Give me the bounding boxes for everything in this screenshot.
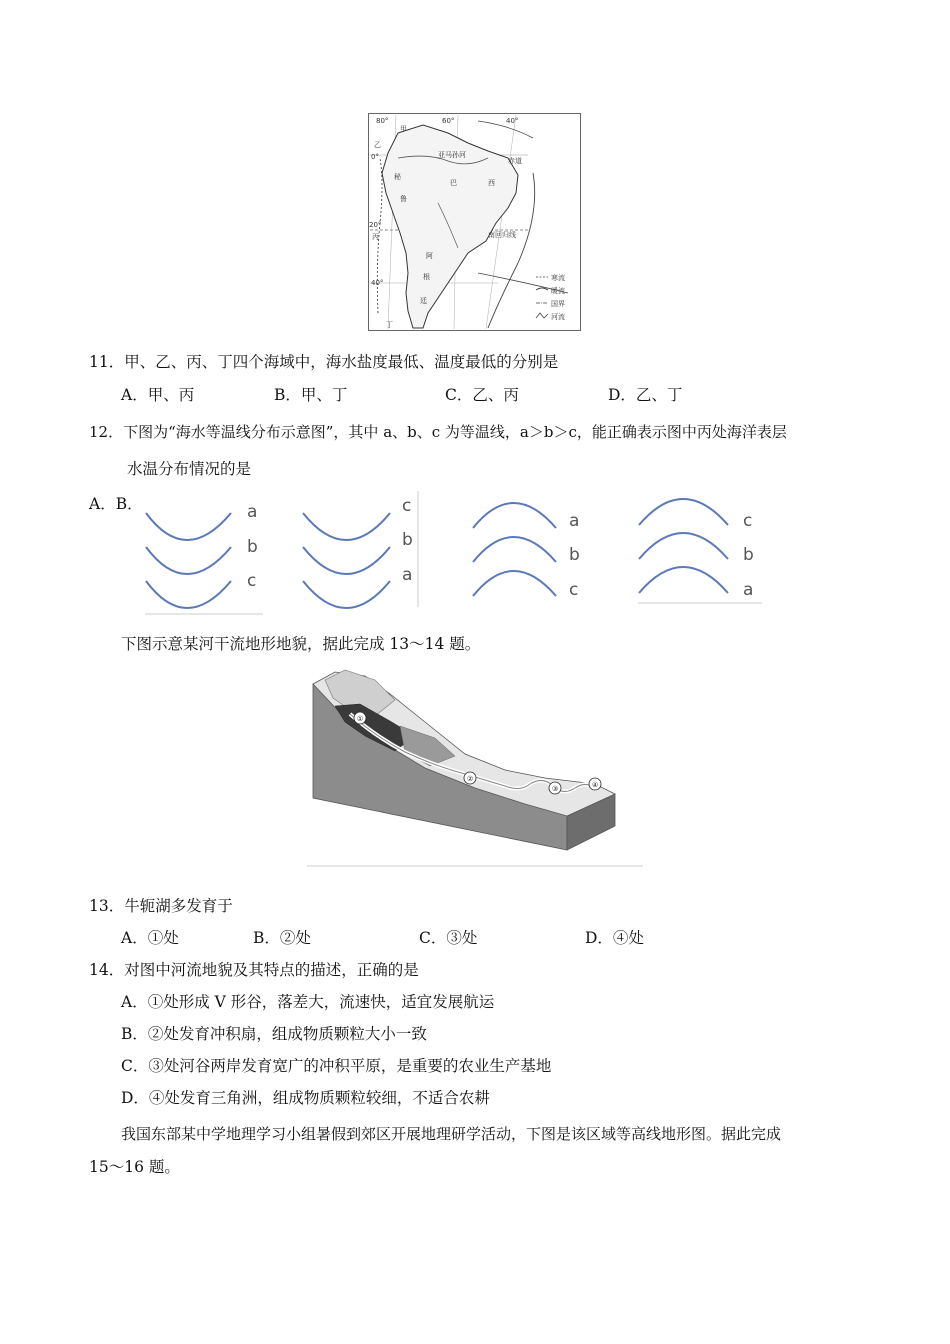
region-label: 秘 [394, 173, 401, 181]
isotherm-label: c [569, 580, 579, 600]
q11-option-d: D．乙、丁 [608, 386, 683, 404]
q12-stem-line2: 水温分布情况的是 [127, 460, 252, 478]
marker-label: ④ [592, 781, 599, 789]
q14-option-a: A．①处形成 V 形谷，落差大，流速快，适宜发展航运 [121, 993, 495, 1011]
legend-label: 河流 [551, 313, 565, 321]
q13-option-a: A．①处 [121, 929, 179, 947]
south-america-map-figure [368, 113, 583, 332]
isotherm-curve [639, 567, 728, 593]
region-label: 根 [423, 273, 430, 281]
region-label: 西 [488, 179, 495, 187]
marker-label: ③ [552, 785, 559, 793]
isotherm-curve [146, 547, 231, 574]
lon-label: 80° [376, 117, 389, 125]
lon-label: 40° [506, 117, 519, 125]
isotherm-label: c [247, 571, 257, 591]
region-label: 甲 [400, 125, 407, 133]
q14-option-d: D．④处发育三角洲，组成物质颗粒较细，不适合农耕 [121, 1089, 490, 1107]
legend-label: 暖流 [551, 287, 565, 295]
isotherm-curve [473, 571, 556, 596]
map-svg [368, 113, 583, 332]
q11-option-b: B．甲、丁 [274, 386, 348, 404]
region-label: 亚马孙河 [438, 151, 466, 159]
q14-stem: 14．对图中河流地貌及其特点的描述，正确的是 [89, 961, 419, 979]
isotherm-diagram-a [141, 497, 266, 617]
tropic-label: 南回归线 [488, 231, 516, 239]
q14-option-c: C．③处河谷两岸发育宽广的冲积平原，是重要的农业生产基地 [121, 1057, 552, 1075]
q13-option-b: B．②处 [253, 929, 311, 947]
isotherm-diagram-d [636, 487, 764, 607]
isotherm-label: a [402, 565, 413, 585]
marker-label: ① [357, 715, 364, 723]
isotherm-diagram-c [468, 492, 593, 612]
lat-label: 40° [371, 279, 384, 287]
region-label: 鲁 [400, 195, 407, 203]
isotherm-label: a [743, 580, 754, 600]
isotherm-label: b [569, 545, 580, 565]
region-label: 阿 [426, 252, 433, 260]
lat-label: 0° [371, 153, 379, 161]
intro-13-14: 下图示意某河干流地形地貌，据此完成 13～14 题。 [121, 635, 481, 653]
legend-label: 国界 [551, 300, 565, 308]
q11-option-a: A．甲、丙 [121, 386, 195, 404]
legend-label: 寒流 [551, 274, 565, 282]
lat-label: 20° [369, 221, 382, 229]
q14-option-b: B．②处发育冲积扇，组成物质颗粒大小一致 [121, 1025, 427, 1043]
isotherm-curve [473, 503, 556, 528]
isotherm-curve [303, 581, 390, 608]
isotherm-curve [473, 537, 556, 562]
intro-15-16-line1: 我国东部某中学地理学习小组暑假到郊区开展地理研学活动，下图是该区域等高线地形图。据此完成 [121, 1125, 782, 1143]
marker-label: ② [467, 775, 474, 783]
isotherm-curve [639, 533, 728, 559]
isotherm-label: b [402, 530, 413, 550]
isotherm-curve [146, 581, 231, 608]
region-label: 廷 [420, 297, 427, 305]
isotherm-label: b [743, 545, 754, 565]
q11-stem: 11．甲、乙、丙、丁四个海域中，海水盐度最低、温度最低的分别是 [89, 353, 559, 371]
equator-label: 赤道 [508, 157, 522, 165]
isotherm-diagram-b [298, 489, 423, 609]
isotherm-curve [639, 499, 728, 525]
river-landform-figure [305, 666, 645, 868]
isotherm-label: b [247, 537, 258, 557]
region-label: 乙 [374, 141, 381, 149]
isotherm-curve [303, 513, 390, 540]
region-label: 丁 [386, 321, 393, 329]
q13-option-d: D．④处 [585, 929, 644, 947]
q12-options-label: A．B． [89, 495, 143, 513]
isotherm-label: a [247, 502, 258, 522]
q13-stem: 13．牛轭湖多发育于 [89, 897, 233, 915]
region-label: 丙 [372, 233, 379, 241]
isotherm-label: a [569, 511, 580, 531]
q11-option-c: C．乙、丙 [445, 386, 519, 404]
intro-15-16-line2: 15～16 题。 [89, 1158, 180, 1176]
q13-option-c: C．③处 [419, 929, 478, 947]
q12-stem-line1: 12．下图为“海水等温线分布示意图”，其中 a、b、c 为等温线，a＞b＞c，能正确表示图中丙处海洋表层 [89, 423, 787, 441]
region-label: 巴 [450, 179, 457, 187]
isotherm-label: c [402, 496, 412, 516]
isotherm-curve [303, 547, 390, 574]
isotherm-curve [146, 513, 231, 540]
isotherm-label: c [743, 511, 753, 531]
lon-label: 60° [442, 117, 455, 125]
